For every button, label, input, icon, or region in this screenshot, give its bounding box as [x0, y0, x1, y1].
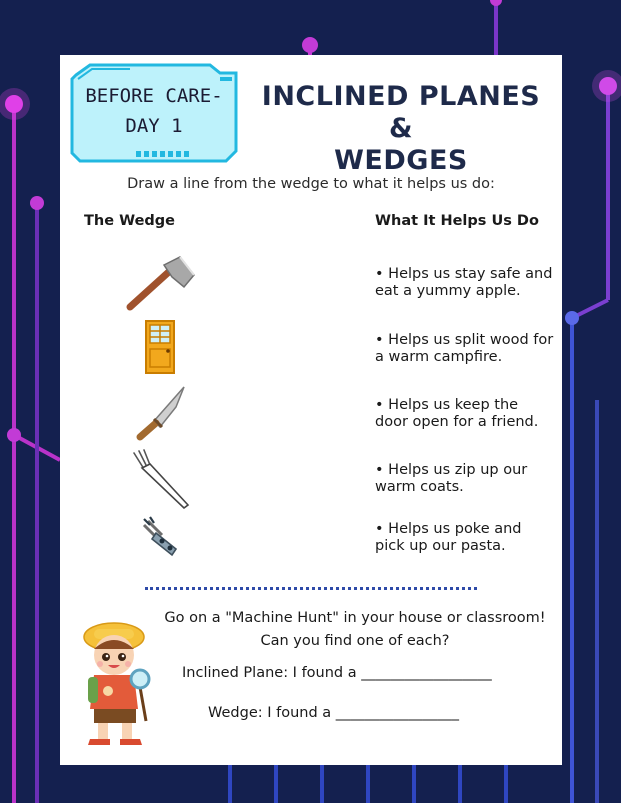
title-line-2: WEDGES: [334, 145, 468, 176]
hunt-line-2: Can you find one of each?: [260, 633, 450, 649]
worksheet-page: [60, 55, 562, 765]
wedge-column-header: The Wedge: [84, 213, 176, 229]
badge-label: [76, 81, 232, 141]
helps-column-header: What It Helps Us Do: [375, 213, 539, 229]
helps-item-3: • Helps us keep the door open for a friend.: [375, 397, 539, 430]
inclined-plane-answer-line[interactable]: Inclined Plane: I found a __________________: [182, 665, 492, 681]
zipper-icon: [138, 515, 182, 559]
section-divider: [145, 587, 477, 590]
hunt-line-1: Go on a "Machine Hunt" in your house or classroom!: [164, 610, 546, 626]
instruction-text: Draw a line from the wedge to what it helps us do:: [127, 176, 495, 192]
badge-line-2: DAY 1: [125, 115, 183, 137]
helps-item-2: • Helps us split wood for a warm campfire.: [375, 332, 554, 365]
knife-icon: [132, 385, 188, 443]
fork-icon: [130, 449, 192, 511]
wedge-answer-line[interactable]: Wedge: I found a _________________: [208, 705, 460, 721]
door-icon: [144, 319, 176, 375]
day-badge: [70, 63, 238, 163]
helps-item-5: • Helps us poke and pick up our pasta.: [375, 521, 522, 554]
title-line-1: INCLINED PLANES &: [261, 81, 541, 144]
badge-line-1: BEFORE CARE-: [85, 85, 223, 107]
machine-hunt-prompt: [155, 607, 555, 653]
axe-icon: [122, 255, 198, 315]
page-title: [255, 81, 547, 177]
helps-item-1: • Helps us stay safe and eat a yummy apple.: [375, 266, 553, 299]
helps-item-4: • Helps us zip up our warm coats.: [375, 462, 528, 495]
